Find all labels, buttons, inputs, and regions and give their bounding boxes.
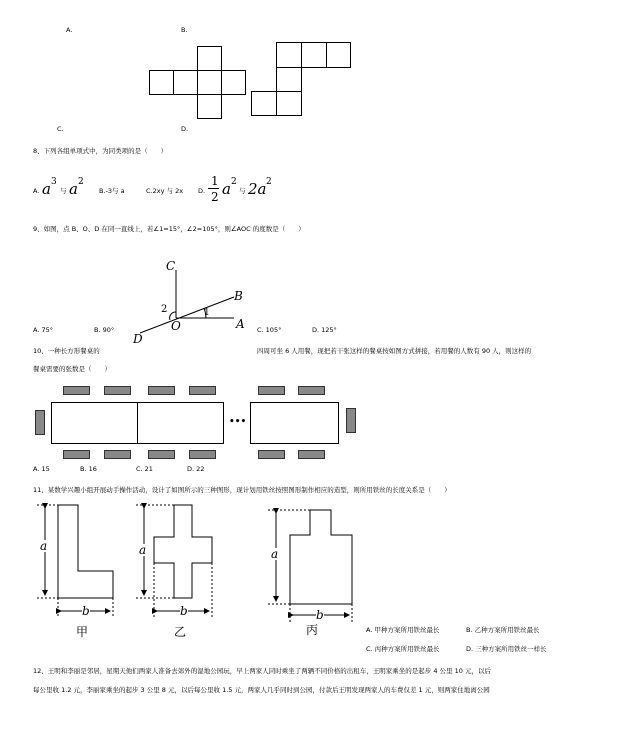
q10-stem-right: 四周可坐 6 人用餐，现把若干张这样的餐桌按如图方式拼接，若用餐的人数有 90 人，则这样的: [257, 347, 532, 355]
q10-option-c: C. 21: [136, 465, 153, 473]
last-table: [250, 402, 339, 444]
net1-square: [150, 71, 174, 95]
q9-option-b: B. 90°: [94, 326, 115, 334]
q9-label-b: B: [234, 289, 243, 303]
net2-square: [277, 43, 302, 68]
q7-option-a-label: A.: [66, 26, 73, 34]
chair: [298, 386, 325, 395]
chair: [258, 450, 285, 459]
q11-option-b: B. 乙种方案所用铁丝最长: [466, 626, 540, 634]
q11-jia-name: 甲: [76, 625, 89, 639]
table-divider: [137, 402, 138, 444]
q11-yi-name: 乙: [174, 625, 187, 639]
q11-jia-label-b: b: [82, 604, 90, 618]
q8-option-d-var: a: [222, 180, 231, 198]
q9-label-2: 2: [161, 304, 168, 315]
q9-label-c: C: [166, 259, 176, 273]
chair: [148, 450, 175, 459]
net1-square: [198, 47, 222, 71]
q8-option-a-prefix: A.: [33, 187, 40, 195]
q8-option-d-expr2: 2a: [248, 180, 267, 198]
q8-option-b: B.-3与 a: [99, 187, 125, 195]
q8-option-d-and: 与: [239, 187, 246, 195]
q9-label-a: A: [236, 317, 245, 331]
shape-bing: [290, 510, 352, 604]
q11-option-a: A. 甲种方案所用铁丝最长: [366, 626, 440, 634]
chair: [104, 450, 131, 459]
chair: [63, 450, 90, 459]
q8-option-d-exp2: 2: [266, 177, 272, 187]
q7-option-c-label: C.: [57, 125, 64, 133]
q10-option-a: A. 15: [33, 465, 50, 473]
chair: [35, 410, 45, 435]
q9-label-d: D: [133, 332, 143, 346]
q11-bing-name: 丙: [306, 623, 319, 637]
net2-square: [277, 68, 302, 92]
q8-option-a-and: 与: [60, 187, 67, 195]
chair: [63, 386, 90, 395]
q8-option-d-denominator: 2: [211, 190, 219, 204]
q10-stem-left: 10、一种长方形餐桌的: [33, 347, 100, 355]
line-BD: [140, 297, 234, 333]
q8-option-d-numerator: 1: [211, 174, 219, 188]
q10-stem-line2: 餐桌需要的张数是（ ）: [33, 365, 111, 373]
q11-bing-label-b: b: [316, 608, 324, 622]
chair: [346, 408, 356, 433]
q9-label-1: 1: [204, 308, 210, 318]
chair: [148, 386, 175, 395]
q8-option-d-prefix: D.: [198, 187, 206, 195]
q8-option-c: C.2xy 与 2x: [146, 187, 184, 195]
chair: [189, 450, 216, 459]
net2-square: [252, 92, 277, 116]
q8-option-d-exp: 2: [231, 177, 237, 187]
q11-option-c: C. 丙种方案所用铁丝最长: [366, 645, 440, 653]
q8-option-a-var1: a: [42, 180, 51, 198]
net2-square: [302, 43, 327, 68]
net2-square: [277, 92, 302, 116]
q11-option-d: D. 三种方案所用铁丝一样长: [466, 645, 547, 653]
net2-square: [327, 43, 351, 68]
q7-option-b-label: B.: [181, 26, 188, 34]
q8-option-a-exp2: 2: [78, 177, 84, 187]
q11-jia-label-a: a: [40, 539, 48, 553]
chair: [104, 386, 131, 395]
shape-jia: [58, 505, 113, 598]
net1-square: [198, 71, 222, 95]
q9-option-c: C. 105°: [257, 326, 282, 334]
shape-yi: [154, 505, 212, 598]
q7-option-d-label: D.: [181, 125, 189, 133]
net1-square: [174, 71, 198, 95]
q11-yi-label-a: a: [139, 543, 147, 557]
chair: [298, 450, 325, 459]
q10-option-d: D. 22: [187, 465, 205, 473]
q12-line2: 每公里收 1.2 元，李丽家乘坐的起步 3 公里 8 元，以后每公里收 1.5 元，两家人几乎同时到公园，付款后王明发现两家人的车费仅差 1 元，则两家住地离公园: [33, 686, 490, 694]
q8-option-a-exp1: 3: [51, 177, 57, 187]
q12-line1: 12、王明和李丽是邻居，星期天他们两家人准备去郊外的湿地公园玩，早上两家人同时乘坐了两辆不同价格的出租车，王明家乘坐的是起步 4 公里 10 元，以后: [33, 667, 491, 675]
q11-yi-label-b: b: [180, 604, 188, 618]
q8-option-a-var2: a: [69, 180, 78, 198]
chair: [258, 386, 285, 395]
q9-stem: 9、如图，点 B、O、D 在同一直线上，若∠1=15°，∠2=105°，则∠AOC 的度数是（ ）: [33, 225, 305, 233]
q9-label-o: O: [171, 319, 181, 333]
net1-square: [198, 95, 222, 119]
q9-option-d: D. 125°: [312, 326, 337, 334]
net1-square: [222, 71, 246, 95]
q11-stem: 11、某数学兴趣小组开展动手操作活动，设计了如图所示的三种图形，现计划用铁丝按照图形制作相应的造型，则所用铁丝的长度关系是（ ）: [33, 486, 451, 494]
q8-option-d-fraction-bar: [208, 188, 219, 189]
q10-option-b: B. 16: [80, 465, 97, 473]
q11-bing-label-a: a: [271, 547, 279, 561]
chair: [189, 386, 216, 395]
q9-option-a: A. 75°: [33, 326, 53, 334]
q8-stem: 8、下列各组单项式中，为同类项的是（ ）: [33, 147, 168, 155]
q10-ellipsis: •••: [229, 417, 247, 427]
